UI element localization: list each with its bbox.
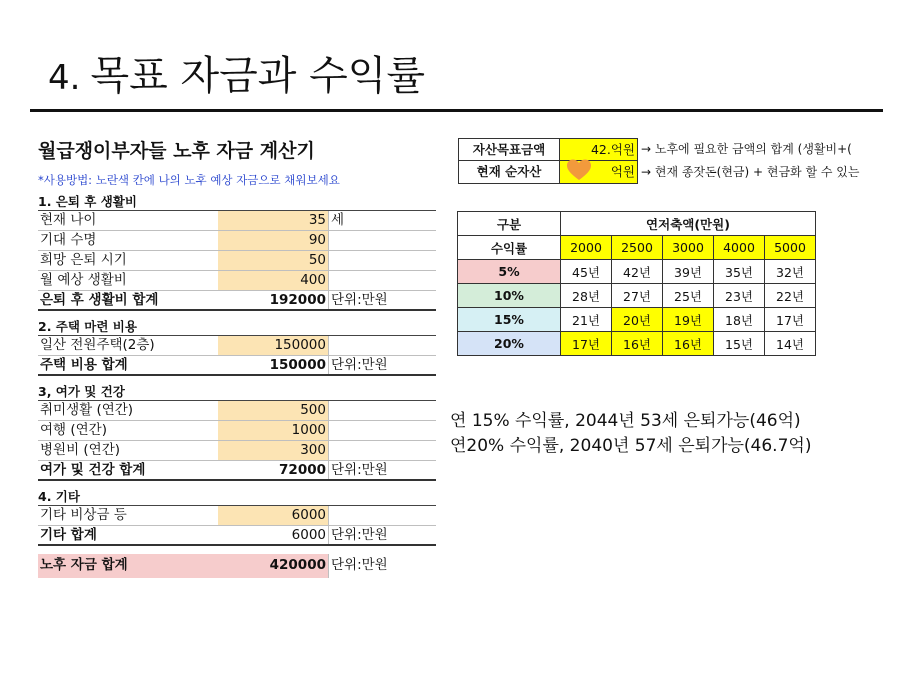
years-cell: 35년 [714,260,765,284]
calc-row [38,506,436,526]
table-row [458,332,816,356]
years-cell: 18년 [714,308,765,332]
asset-value[interactable]: 억원 [560,161,638,184]
savings-rate-table [457,211,816,356]
input-value[interactable]: 35 [218,211,328,230]
grand-total-unit: 단위:만원 [328,554,436,578]
total-value: 6000 [291,527,326,543]
years-cell: 42년 [612,260,663,284]
total-unit: 단위:만원 [328,526,436,544]
input-value[interactable]: 400 [218,271,328,290]
input-value[interactable]: 90 [218,231,328,250]
calculator-title: 월급쟁이부자들 노후 자금 계산기 [38,140,315,162]
retirement-summary [450,409,811,459]
amount-cell[interactable]: 2500 [612,236,663,260]
row-label: 현재 나이 [40,212,97,228]
row-label: 월 예상 생활비 [40,272,127,288]
total-value: 192000 [269,292,326,308]
years-cell-highlighted: 16년 [663,332,714,356]
slide-title [48,44,425,101]
amount-cell[interactable]: 3000 [663,236,714,260]
input-value[interactable]: 6000 [218,506,328,525]
title-divider [30,109,883,112]
years-cell: 27년 [612,284,663,308]
table-amount-row [458,236,816,260]
heart-icon [566,158,592,182]
goal-note: → 노후에 필요한 금액의 합계 (생활비+( [641,142,852,156]
row-unit [328,231,436,250]
row-label: 희망 은퇴 시기 [40,252,127,268]
section-heading: 3, 여가 및 건강 [38,382,436,401]
years-cell-highlighted: 19년 [663,308,714,332]
calculator-usage-note: *사용방법: 노란색 칸에 나의 노후 예상 자금으로 채워보세요 [38,173,340,187]
years-cell: 28년 [561,284,612,308]
total-label: 기타 합계 [40,527,97,543]
input-value[interactable]: 150000 [218,336,328,355]
total-label: 여가 및 건강 합계 [40,462,146,478]
table-header-cell: 구분 [458,212,561,236]
target-box [458,138,888,184]
title-number: 4. [48,58,81,98]
asset-note: → 현재 종잣돈(현금) + 현금화 할 수 있는 [641,165,860,179]
calc-row [38,231,436,251]
years-cell: 45년 [561,260,612,284]
retirement-calculator [38,136,436,578]
total-value: 72000 [279,462,326,478]
total-unit: 단위:만원 [328,356,436,374]
table-header-cell: 수익률 [458,236,561,260]
summary-line: 연 15% 수익률, 2044년 53세 은퇴가능(46억) [450,411,801,431]
rate-cell: 10% [458,284,561,308]
years-cell: 25년 [663,284,714,308]
total-value: 150000 [269,357,326,373]
input-value[interactable]: 500 [218,401,328,420]
goal-value[interactable]: 42.억원 [560,138,638,161]
amount-cell[interactable]: 5000 [765,236,816,260]
row-unit [328,401,436,420]
row-label: 기대 수명 [40,232,97,248]
table-row [458,284,816,308]
summary-line: 연20% 수익률, 2040년 57세 은퇴가능(46.7억) [450,436,812,456]
years-cell: 17년 [765,308,816,332]
section-heading: 1. 은퇴 후 생활비 [38,192,436,211]
years-cell: 23년 [714,284,765,308]
calc-row [38,421,436,441]
row-unit [328,441,436,460]
years-cell: 32년 [765,260,816,284]
calc-row [38,251,436,271]
row-label: 여행 (연간) [40,422,107,438]
rate-cell: 15% [458,308,561,332]
table-header-cell: 연저축액(만원) [561,212,816,236]
amount-cell[interactable]: 4000 [714,236,765,260]
row-unit: 세 [328,211,436,230]
section-total-row [38,461,436,481]
input-value[interactable]: 300 [218,441,328,460]
rate-cell: 5% [458,260,561,284]
asset-row [458,161,888,184]
table-row [458,308,816,332]
goal-row [458,138,888,161]
goal-label: 자산목표금액 [458,138,560,161]
calc-row [38,271,436,291]
input-value[interactable]: 1000 [218,421,328,440]
row-label: 병원비 (연간) [40,442,121,458]
calc-row [38,401,436,421]
total-unit: 단위:만원 [328,461,436,479]
total-unit: 단위:만원 [328,291,436,309]
years-cell: 14년 [765,332,816,356]
row-unit [328,251,436,270]
years-cell-highlighted: 16년 [612,332,663,356]
title-text: 목표 자금과 수익률 [90,53,426,99]
input-value[interactable]: 50 [218,251,328,270]
grand-total-row [38,554,436,578]
amount-cell[interactable]: 2000 [561,236,612,260]
row-label: 일산 전원주택(2층) [40,337,155,353]
total-label: 주택 비용 합계 [40,357,128,373]
years-cell: 15년 [714,332,765,356]
calc-row [38,441,436,461]
years-cell-highlighted: 20년 [612,308,663,332]
row-unit [328,271,436,290]
section-total-row [38,356,436,376]
asset-label: 현재 순자산 [458,161,560,184]
years-cell: 39년 [663,260,714,284]
section-total-row [38,291,436,311]
grand-total-label: 노후 자금 합계 [38,554,218,578]
section-total-row [38,526,436,546]
row-unit [328,336,436,355]
years-cell-highlighted: 17년 [561,332,612,356]
table-header-row [458,212,816,236]
row-label: 취미생활 (연간) [40,402,134,418]
section-heading: 4. 기타 [38,487,436,506]
row-label: 기타 비상금 등 [40,507,127,523]
row-unit [328,421,436,440]
years-cell: 21년 [561,308,612,332]
row-unit [328,506,436,525]
calc-row [38,211,436,231]
years-cell: 22년 [765,284,816,308]
total-label: 은퇴 후 생활비 합계 [40,292,159,308]
table-row [458,260,816,284]
section-heading: 2. 주택 마련 비용 [38,317,436,336]
rate-cell: 20% [458,332,561,356]
calc-row [38,336,436,356]
grand-total-value: 420000 [218,554,328,578]
